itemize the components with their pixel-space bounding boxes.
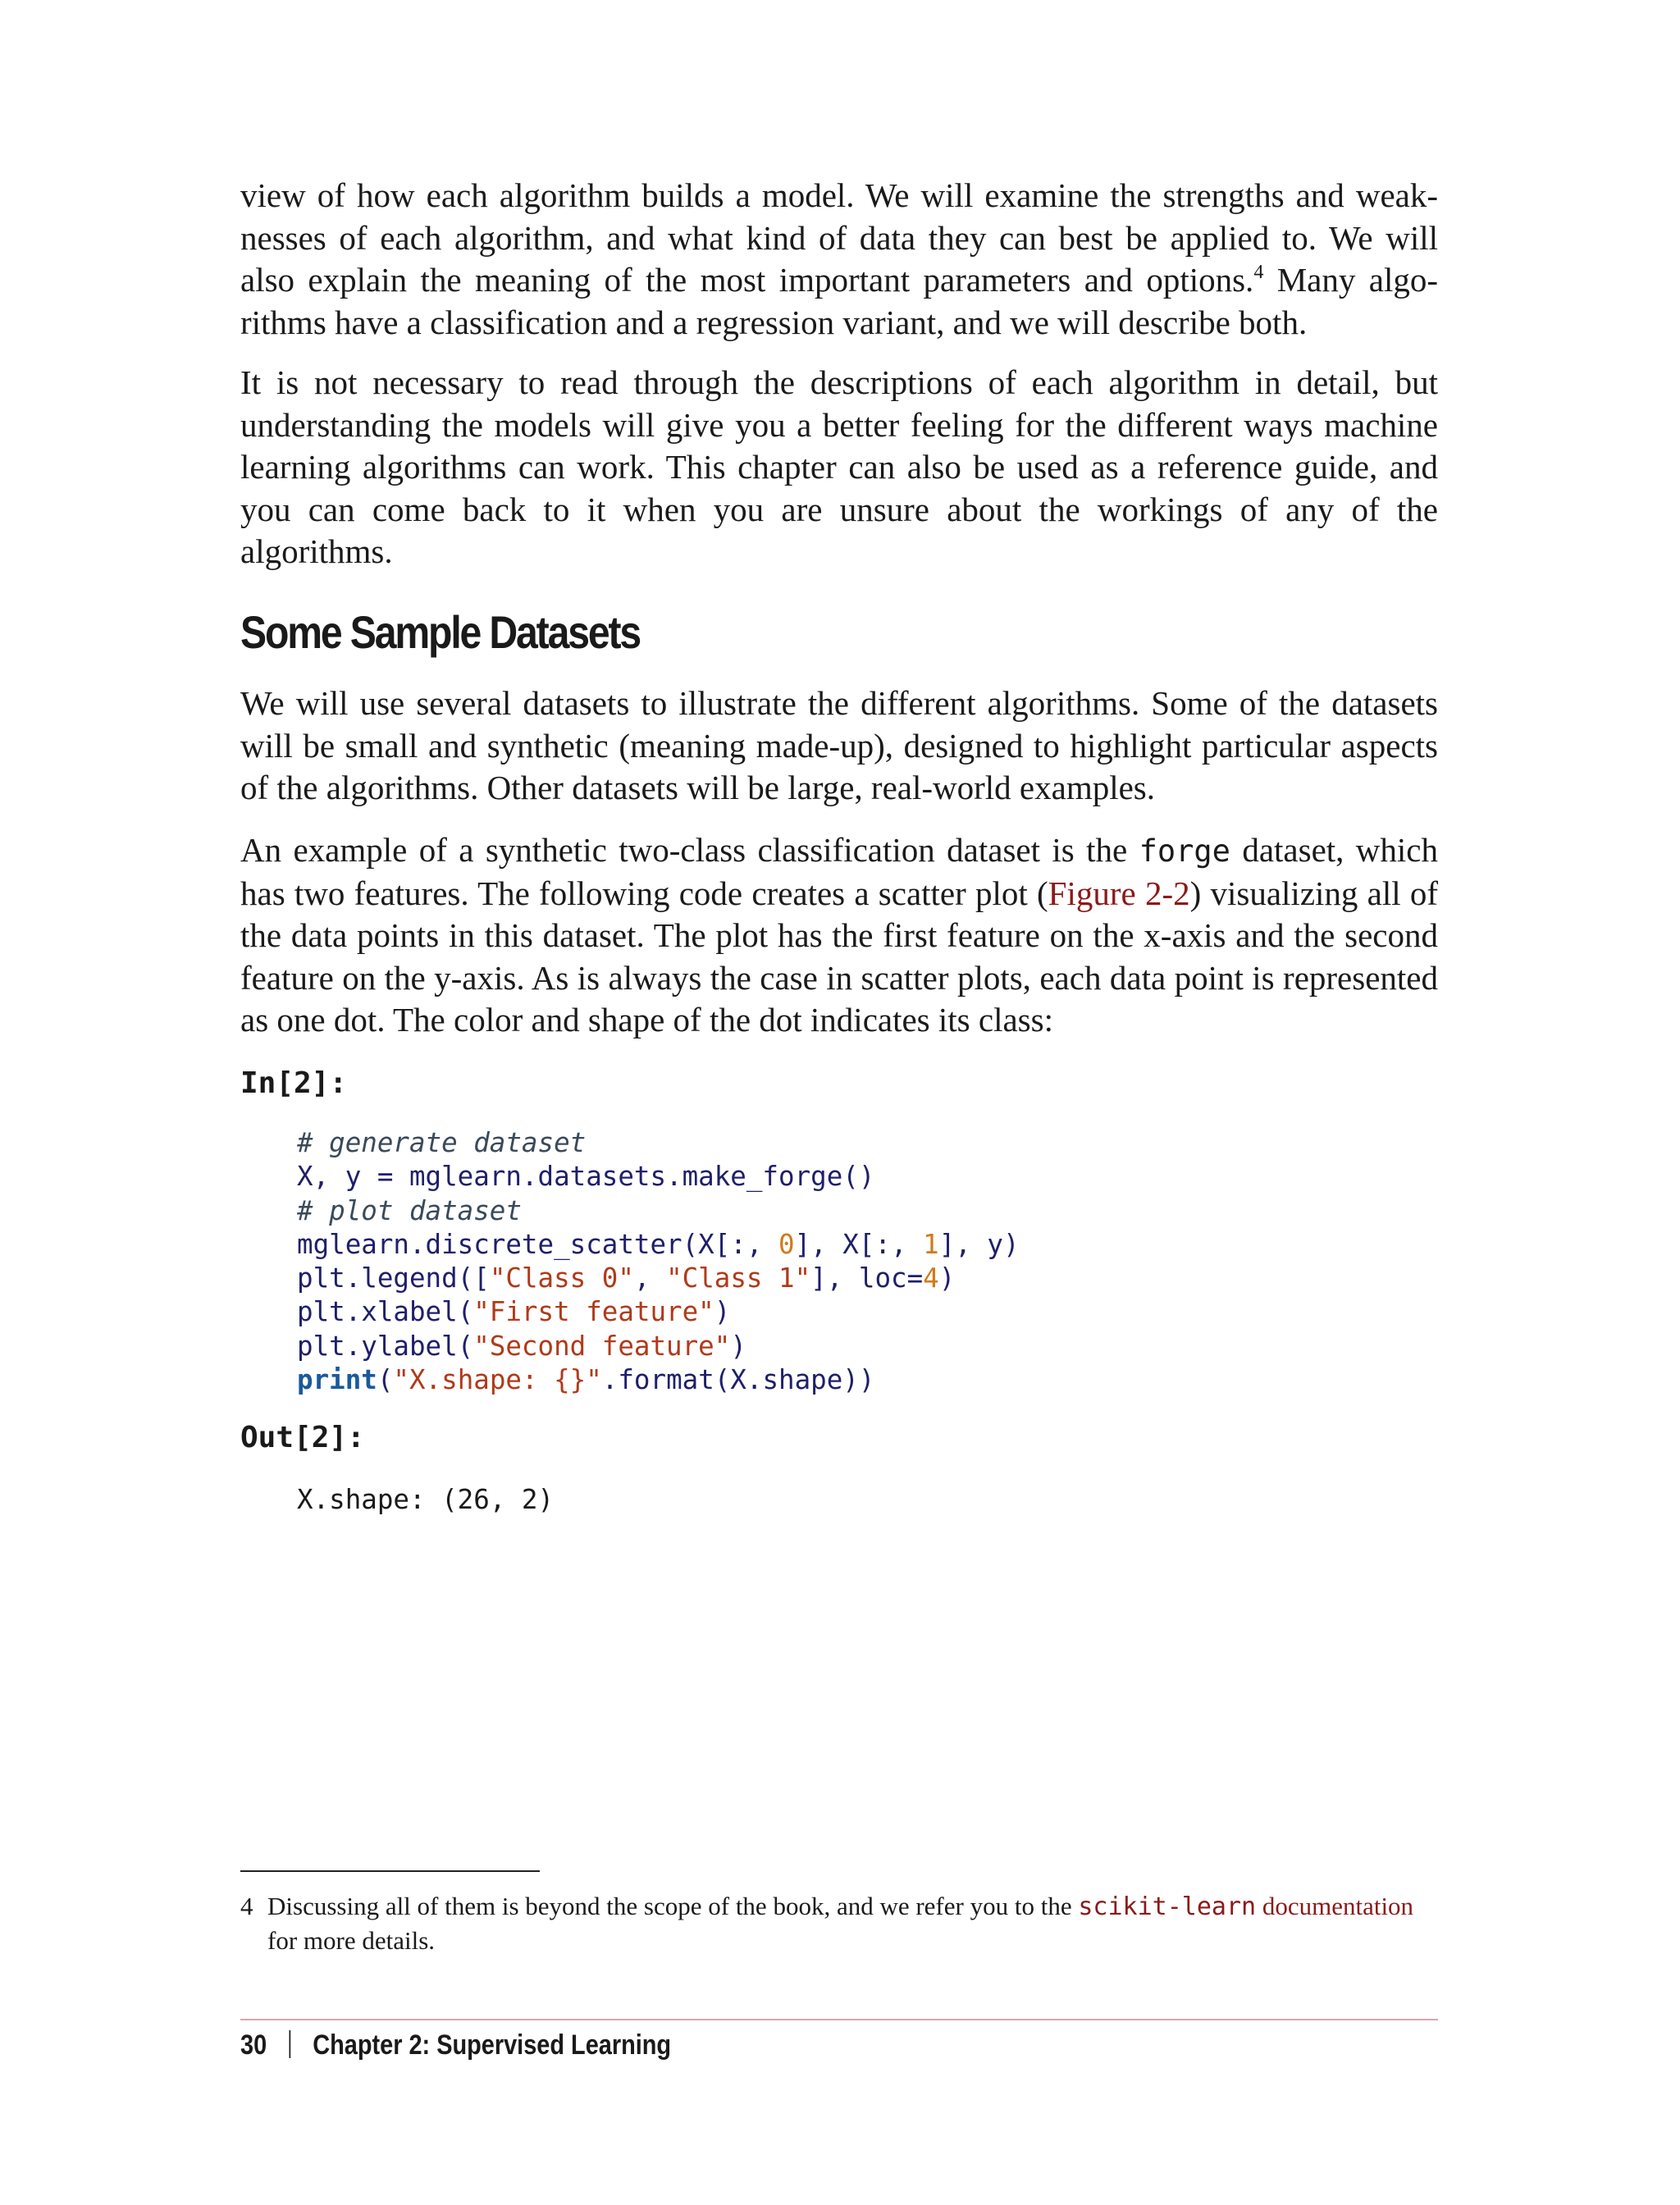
- code-output: X.shape: (26, 2): [297, 1484, 555, 1515]
- section-heading: Some Sample Datasets: [240, 606, 641, 658]
- footnote-doc-link[interactable]: documentation: [1256, 1892, 1414, 1920]
- paragraph-text-part: ) visualizing all of the data points in this dataset. The plot has the first feature on the x-axis and the second feature on the y-axis. As is always the case in scatter plots, each data point is represented as one dot. The color and shape of the dot indicates its class:: [240, 874, 1438, 1039]
- footnote-code-link[interactable]: scikit-learn: [1078, 1892, 1257, 1921]
- footer-divider: [240, 2019, 1438, 2020]
- chapter-title: Chapter 2: Supervised Learning: [313, 2029, 672, 2061]
- code-token: 4: [923, 1262, 939, 1294]
- code-token: "X.shape: {}": [393, 1364, 602, 1396]
- code-token: "Second feature": [473, 1330, 731, 1362]
- code-line: [297, 1295, 1020, 1329]
- code-token: ): [938, 1262, 956, 1294]
- code-token: X, y = mglearn.datasets.make_forge(): [297, 1161, 875, 1193]
- footer-separator: [289, 2030, 290, 2058]
- code-line: [297, 1160, 1020, 1194]
- output-prompt: Out[2]:: [240, 1421, 365, 1454]
- page-number: 30: [240, 2029, 267, 2061]
- code-line: [297, 1228, 1020, 1262]
- code-token: # plot dataset: [297, 1194, 522, 1226]
- code-token: ): [714, 1296, 731, 1328]
- paragraph-line: [240, 259, 1438, 302]
- code-token: plt.ylabel(: [297, 1330, 474, 1362]
- code-token: "First feature": [473, 1296, 714, 1328]
- code-token: mglearn.discrete_scatter(X[:,: [297, 1228, 778, 1260]
- code-line: [297, 1126, 1020, 1160]
- code-token: ], y): [938, 1228, 1020, 1260]
- code-line: [297, 1330, 1020, 1363]
- footnote-text-end: for more details.: [267, 1926, 436, 1955]
- footnote-body: [267, 1889, 1438, 1957]
- paragraph-text: [240, 829, 1438, 1042]
- code-token: "Class 1": [666, 1262, 811, 1294]
- code-block: [297, 1126, 1020, 1397]
- paragraph-forge: [240, 829, 1438, 1042]
- code-token: 0: [778, 1228, 795, 1260]
- page-footer: [240, 2029, 671, 2061]
- code-token: plt.legend([: [297, 1262, 490, 1294]
- code-token: 1: [923, 1228, 939, 1260]
- paragraph-intro: [240, 175, 1438, 344]
- paragraph-datasets: [240, 682, 1438, 810]
- code-line: [297, 1194, 1020, 1228]
- code-token: ): [730, 1330, 746, 1362]
- code-token: print: [297, 1364, 377, 1396]
- inline-code: forge: [1139, 833, 1230, 869]
- figure-link[interactable]: Figure 2-2: [1048, 874, 1190, 912]
- code-token: (: [377, 1364, 394, 1396]
- code-token: ], X[:,: [794, 1228, 924, 1260]
- footnote-number: 4: [240, 1892, 253, 1920]
- footnote-ref[interactable]: 4: [1253, 262, 1264, 283]
- paragraph-text-part: An example of a synthetic two-class classification dataset is the: [240, 831, 1139, 869]
- footnote-text: Discussing all of them is beyond the scope of the book, and we refer you to the: [267, 1892, 1079, 1920]
- code-token: "Class 0": [489, 1262, 634, 1294]
- paragraph-reading-note: [240, 362, 1438, 573]
- paragraph-line: rithms have a classification and a regression variant, and we will describe both.: [240, 303, 1308, 341]
- paragraph-line: nesses of each algorithm, and what kind of data they can best be applied to. We will: [240, 218, 1438, 257]
- paragraph-text-part: dataset, which has two features. The following code creates a scatter plot (: [240, 831, 1439, 912]
- code-line: [297, 1363, 1020, 1397]
- input-prompt: In[2]:: [240, 1066, 348, 1100]
- code-token: # generate dataset: [297, 1127, 587, 1158]
- paragraph-line: view of how each algorithm builds a model. We will examine the strengths and weak-: [240, 176, 1438, 214]
- paragraph-text: It is not necessary to read through the descriptions of each algorithm in detail, but understanding the models will give you a better feeling for the different ways machine learning algorithms can work. This chapter can also be used as a reference guide, and you can come back to it when you are unsure about the workings of any of the algorithms.: [240, 363, 1438, 570]
- code-token: ,: [633, 1262, 667, 1294]
- paragraph-text: We will use several datasets to illustrate the different algorithms. Some of the datasets will be small and synthetic (meaning made-up), designed to highlight particular aspects of the algorithms. Other datasets will be large, real-world examples.: [240, 684, 1438, 806]
- code-line: [297, 1262, 1020, 1295]
- footnote-divider: [240, 1870, 540, 1872]
- paragraph-line-tail: Many algo-: [1263, 261, 1438, 299]
- code-token: .format(X.shape)): [601, 1364, 875, 1396]
- code-token: plt.xlabel(: [297, 1296, 474, 1328]
- code-token: ], loc=: [810, 1262, 924, 1294]
- paragraph-line-text: also explain the meaning of the most important parameters and options.: [240, 261, 1254, 299]
